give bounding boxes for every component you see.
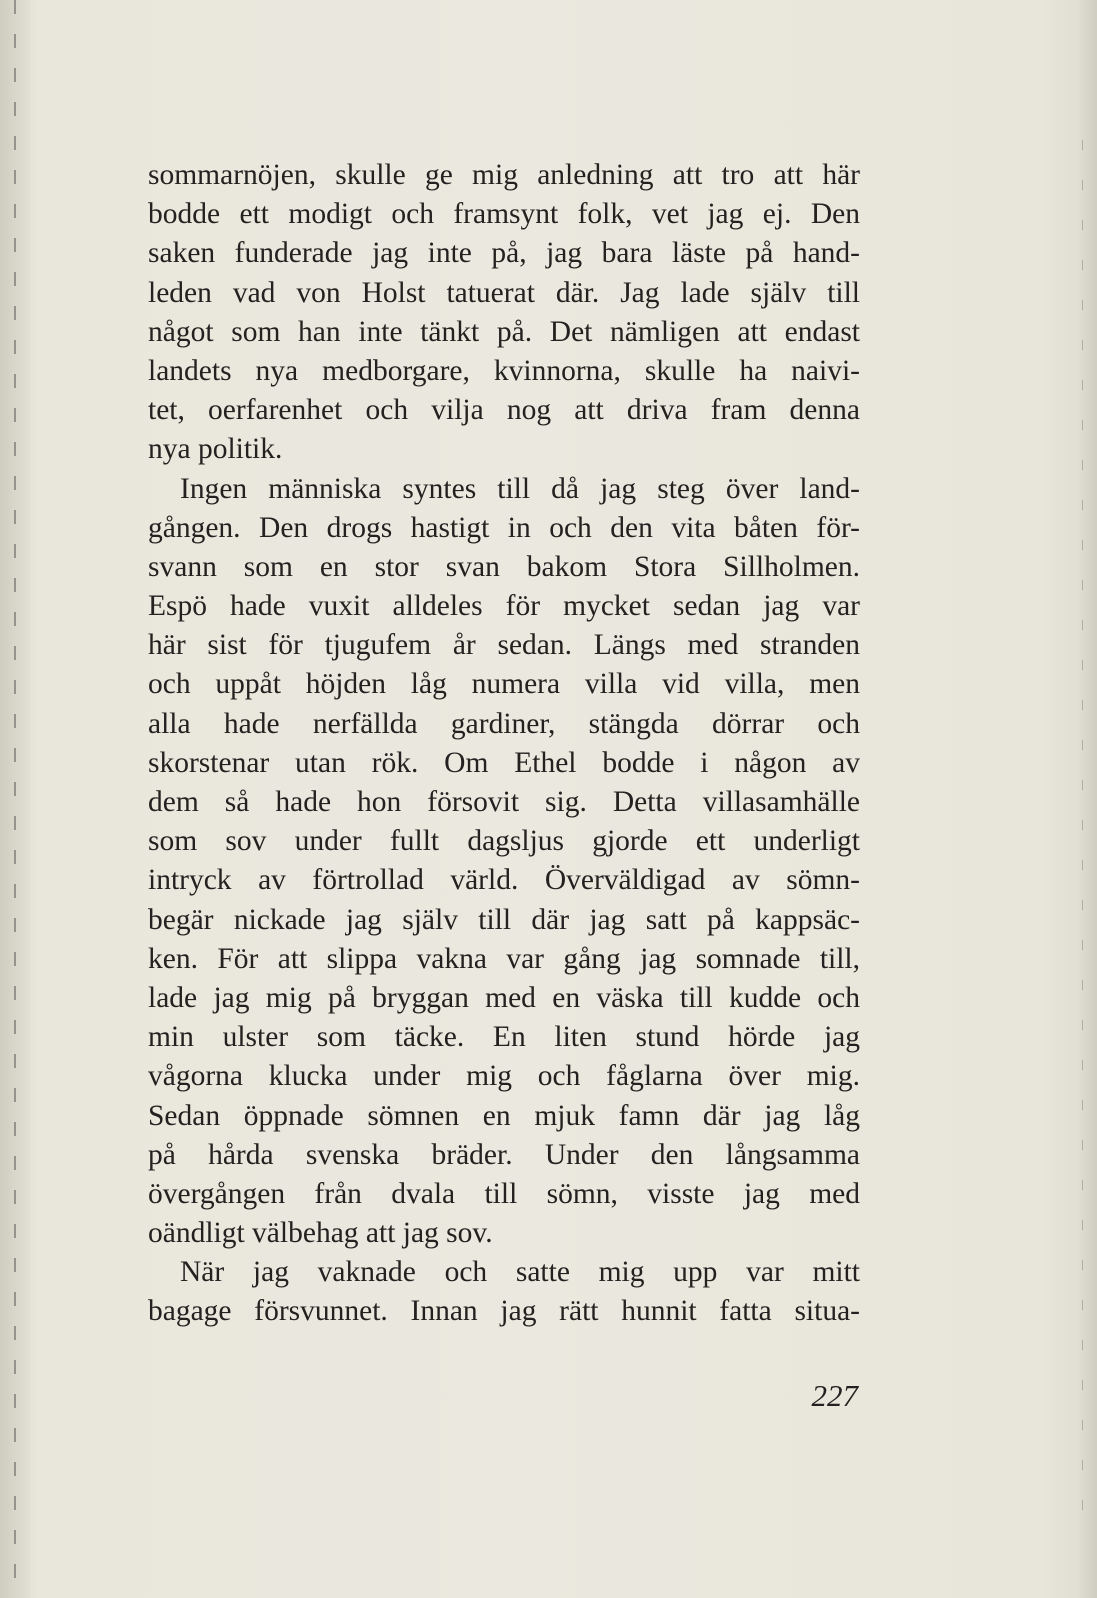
text-line: ken. För att slippa vakna var gång jag somnade till, (148, 942, 860, 975)
text-line: Sedan öppnade sömnen en mjuk famn där jag låg (148, 1099, 860, 1132)
body-text (148, 156, 860, 1332)
text-line: här sist för tjugufem år sedan. Längs med stranden (148, 629, 860, 662)
text-line: Espö hade vuxit alldeles för mycket sedan jag var (148, 590, 860, 623)
page-edge-line (1082, 140, 1083, 1520)
binding-mark (14, 0, 16, 1598)
text-line: och uppåt höjden låg numera villa vid villa, men (148, 668, 860, 701)
text-line: på hårda svenska bräder. Under den långsamma (148, 1138, 860, 1171)
text-line: alla hade nerfällda gardiner, stängda dörrar och (148, 707, 860, 740)
text-line: landets nya medborgare, kvinnorna, skulle ha naivi- (148, 354, 860, 387)
text-line: vågorna klucka under mig och fåglarna över mig. (148, 1060, 860, 1093)
text-line: begär nickade jag själv till där jag satt på kappsäc- (148, 903, 860, 936)
page-number: 227 (811, 1378, 858, 1413)
text-line: tet, oerfarenhet och vilja nog att driva fram denna (148, 394, 860, 427)
text-line: leden vad von Holst tatuerat där. Jag lade själv till (148, 276, 860, 309)
text-line: bodde ett modigt och framsynt folk, vet jag ej. Den (148, 198, 860, 231)
text-line: något som han inte tänkt på. Det nämligen att endast (148, 315, 860, 348)
paragraph (148, 156, 860, 470)
text-line: gången. Den drogs hastigt in och den vita båten för- (148, 511, 860, 544)
page-edge (1075, 0, 1097, 1598)
text-line: nya politik. (148, 433, 283, 466)
text-line: Ingen människa syntes till då jag steg över land- (180, 472, 860, 505)
paragraph (148, 470, 860, 1254)
text-line: lade jag mig på bryggan med en väska till kudde och (148, 981, 860, 1014)
paragraph (148, 1253, 860, 1331)
text-line: svann som en stor svan bakom Stora Sillholmen. (148, 550, 860, 583)
text-line: skorstenar utan rök. Om Ethel bodde i någon av (148, 746, 860, 779)
text-line: övergången från dvala till sömn, visste jag med (148, 1177, 860, 1210)
text-line: sommarnöjen, skulle ge mig anledning att tro att här (148, 159, 860, 191)
text-line: som sov under fullt dagsljus gjorde ett underligt (148, 825, 860, 858)
text-line: min ulster som täcke. En liten stund hörde jag (148, 1021, 860, 1054)
text-line: oändligt välbehag att jag sov. (148, 1217, 493, 1250)
text-line: intryck av förtrollad värld. Överväldigad av sömn- (148, 864, 860, 897)
text-line: När jag vaknade och satte mig upp var mitt (180, 1256, 860, 1289)
text-line: bagage försvunnet. Innan jag rätt hunnit fatta situa- (148, 1295, 860, 1328)
text-line: dem så hade hon försovit sig. Detta villasamhälle (148, 786, 860, 818)
text-line: saken funderade jag inte på, jag bara läste på hand- (148, 237, 860, 270)
